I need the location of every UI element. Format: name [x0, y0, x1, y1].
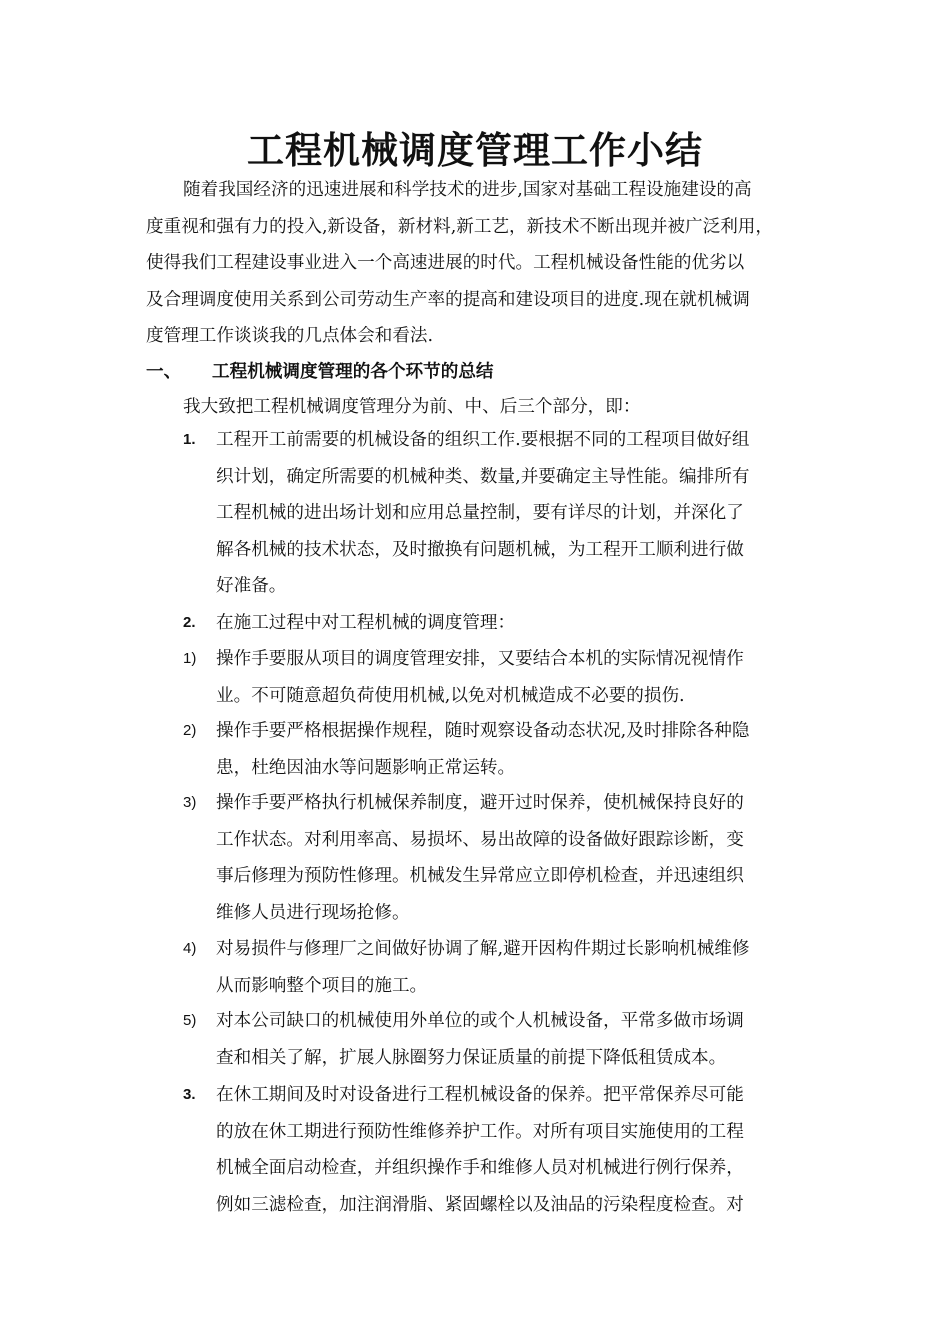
list-line: 操作手要严格根据操作规程，随时观察设备动态状况,及时排除各种隐 — [216, 721, 750, 741]
list-item — [183, 931, 823, 1004]
list-item — [183, 422, 823, 605]
list-line: 维修人员进行现场抢修。 — [216, 902, 410, 923]
list-marker: 2) — [183, 722, 197, 739]
list-item — [183, 713, 823, 786]
list-line: 织计划，确定所需要的机械种类、数量,并要确定主导性能。编排所有 — [216, 466, 750, 487]
list-line: 操作手要严格执行机械保养制度，避开过时保养，使机械保持良好的 — [216, 793, 744, 813]
list-line: 工作状态。对利用率高、易损坏、易出故障的设备做好跟踪诊断，变 — [216, 829, 744, 850]
list-line: 查和相关了解，扩展人脉圈努力保证质量的前提下降低租赁成本。 — [216, 1047, 727, 1068]
intro-line: 使得我们工程建设事业进入一个高速进展的时代。工程机械设备性能的优劣以 — [146, 253, 745, 273]
list-marker: 3) — [183, 794, 197, 811]
list-item — [183, 1077, 823, 1223]
list-line: 业。不可随意超负荷使用机械,以免对机械造成不必要的损伤. — [216, 685, 685, 706]
list-marker: 3. — [183, 1086, 196, 1103]
list-line: 在施工过程中对工程机械的调度管理： — [216, 613, 516, 633]
list-line: 对本公司缺口的机械使用外单位的或个人机械设备，平常多做市场调 — [216, 1011, 744, 1031]
section-title: 工程机械调度管理的各个环节的总结 — [212, 361, 494, 382]
list-line: 事后修理为预防性修理。机械发生异常应立即停机检查，并迅速组织 — [216, 866, 744, 886]
list-marker: 5) — [183, 1012, 197, 1029]
document-title: 工程机械调度管理工作小结 — [247, 128, 703, 172]
list-item — [183, 1003, 823, 1076]
intro-line: 度管理工作谈谈我的几点体会和看法. — [146, 326, 434, 346]
list-marker: 4) — [183, 940, 197, 957]
list-line: 患，杜绝因油水等问题影响正常运转。 — [216, 757, 516, 778]
intro-paragraph — [146, 172, 806, 355]
list-line: 对易损件与修理厂之间做好协调了解,避开因构件期过长影响机械维修 — [216, 939, 750, 959]
list-line: 在休工期间及时对设备进行工程机械设备的保养。把平常保养尽可能 — [216, 1085, 744, 1105]
intro-line: 随着我国经济的迅速进展和科学技术的进步,国家对基础工程设施建设的高 — [183, 180, 752, 200]
list-marker: 1) — [183, 650, 197, 667]
list-line: 好准备。 — [216, 576, 287, 596]
list-marker: 2. — [183, 614, 196, 631]
list-line: 机械全面启动检查，并组织操作手和维修人员对机械进行例行保养， — [216, 1158, 744, 1178]
intro-line: 及合理调度使用关系到公司劳动生产率的提高和建设项目的进度.现在就机械调 — [146, 289, 750, 310]
list-item — [183, 785, 823, 931]
section-number: 一、 — [146, 361, 182, 382]
list-item — [183, 641, 823, 714]
intro-line: 度重视和强有力的投入,新设备，新材料,新工艺，新技术不断出现并被广泛利用， — [146, 216, 773, 237]
list-line: 解各机械的技术状态，及时撤换有问题机械，为工程开工顺利进行做 — [216, 539, 744, 560]
section-intro: 我大致把工程机械调度管理分为前、中、后三个部分，即： — [183, 397, 641, 417]
list-line: 例如三滤检查，加注润滑脂、紧固螺栓以及油品的污染程度检查。对 — [216, 1194, 744, 1215]
list-marker: 1. — [183, 431, 196, 448]
list-item — [183, 605, 823, 642]
list-line: 操作手要服从项目的调度管理安排，又要结合本机的实际情况视情作 — [216, 649, 744, 669]
list-line: 工程开工前需要的机械设备的组织工作.要根据不同的工程项目做好组 — [216, 430, 750, 450]
section-heading — [146, 352, 494, 392]
list-line: 的放在休工期进行预防性维修养护工作。对所有项目实施使用的工程 — [216, 1121, 744, 1142]
list-line: 从而影响整个项目的施工。 — [216, 975, 428, 996]
list-line: 工程机械的进出场计划和应用总量控制，要有详尽的计划，并深化了 — [216, 503, 744, 523]
